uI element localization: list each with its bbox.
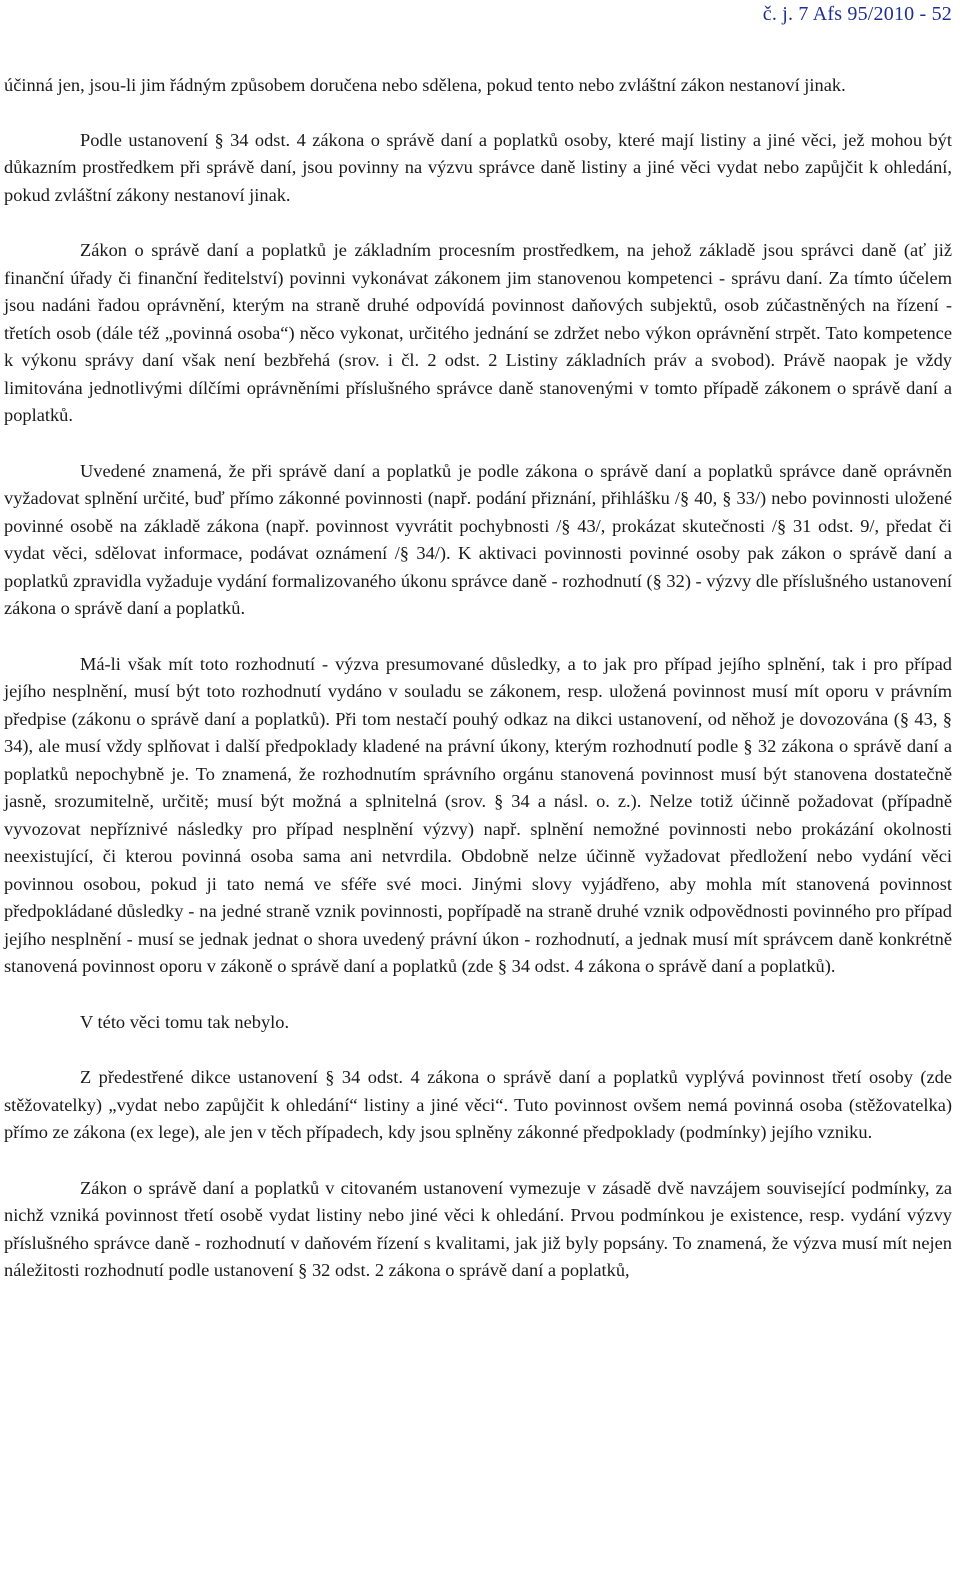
case-number: č. j. 7 Afs 95/2010 - 52 [762, 3, 952, 25]
paragraph-2: Podle ustanovení § 34 odst. 4 zákona o správě daní a poplatků osoby, které mají listiny a jiné věci, jež mohou být důkazním prostředkem při správě daní, jsou povinny na výzvu správce daně listiny a jiné věci vydat nebo zapůjčit k ohledání, pokud zvláštní zákony nestanoví jinak. [4, 129, 952, 205]
paragraph-5: Má-li však mít toto rozhodnutí - výzva presumované důsledky, a to jak pro případ jejího splnění, tak i pro případ jejího nesplnění, musí být toto rozhodnutí vydáno v souladu se zákonem, resp. uložená povinnost musí mít oporu v právním předpise (zákonu o správě daní a poplatků). Při tom nestačí pouhý odkaz na dikci ustanovení, od něhož je dovozována (§ 43, § 34), ale musí vždy splňovat i další předpoklady kladené na právní úkony, kterým rozhodnutí podle § 32 zákona o správě daní a poplatků nepochybně je. To znamená, že rozhodnutím správního orgánu stanovená povinnost musí být stanovena dostatečně jasně, srozumitelně, určitě; musí být možná a splnitelná (srov. § 34 a násl. o. z.). Nelze totiž účinně požadovat (případně vyvozovat nepříznivé následky pro případ nesplnění výzvy) např. splnění nemožné povinnosti nebo prokázání okolnosti neexistující, či kterou povinná osoba sama ani netvrdila. Obdobně nelze účinně vyžadovat předložení nebo vydání věci povinnou osobou, pokud ji tato nemá ve sféře své moci. Jinými slovy vyjádřeno, aby mohla mít stanovená povinnost předpokládané důsledky - na jedné straně vznik povinnosti, popřípadě na straně druhé vznik odpovědnosti povinného pro případ jejího nesplnění - musí se jednak jednat o shora uvedený právní úkon - rozhodnutí, a jednak musí mít správcem daně konkrétně stanovená povinnost oporu v zákoně o správě daní a poplatků (zde § 34 odst. 4 zákona o správě daní a poplatků). [4, 653, 952, 976]
paragraph-6: V této věci tomu tak nebylo. [80, 1011, 290, 1032]
paragraph-4: Uvedené znamená, že při správě daní a poplatků je podle zákona o správě daní a poplatků správce daně oprávněn vyžadovat splnění určité, buď přímo zákonné povinnosti (např. podání přiznání, přihlášku /§ 40, § 33/) nebo povinnosti uložené povinné osobě na základě zákona (např. povinnost vyvrátit pochybnosti /§ 43/, prokázat skutečnosti /§ 31 odst. 9/, předat či vydat věci, sdělovat informace, podávat oznámení /§ 34/). K aktivaci povinnosti povinné osoby pak zákon o správě daní a poplatků zpravidla vyžaduje vydání formalizovaného úkonu správce daně - rozhodnutí (§ 32) - výzvy dle příslušného ustanovení zákona o správě daní a poplatků. [4, 460, 952, 618]
paragraph-1: účinná jen, jsou-li jim řádným způsobem doručena nebo sdělena, pokud tento nebo zvláštní zákon nestanoví jinak. [4, 75, 846, 95]
document-body [4, 72, 952, 1313]
paragraph-7: Z předestřené dikce ustanovení § 34 odst. 4 zákona o správě daní a poplatků vyplývá povinnost třetí osoby (zde stěžovatelky) „vydat nebo zapůjčit k ohledání“ listiny a jiné věci“. Tuto povinnost ovšem nemá povinná osoba (stěžovatelka) přímo ze zákona (ex lege), ale jen v těch případech, kdy jsou splněny zákonné předpoklady (podmínky) jejího vzniku. [4, 1067, 952, 1142]
paragraph-3: Zákon o správě daní a poplatků je základním procesním prostředkem, na jehož základě jsou správci daně (ať již finanční úřady či finanční ředitelství) povinni vykonávat zákonem jim stanovenou kompetenci - správu daní. Za tímto účelem jsou nadáni řadou oprávnění, kterým na straně druhé odpovídá povinnost daňových subjektů, osob zúčastněných na řízení - třetích osob (dále též „povinná osoba“) něco vykonat, určitého jednání se zdržet nebo výkon oprávnění strpět. Tato kompetence k výkonu správy daní však není bezbřehá (srov. i čl. 2 odst. 2 Listiny základních práv a svobod). Právě naopak je vždy limitována jednotlivými dílčími oprávněními příslušného správce daně stanovenými v tomto případě zákonem o správě daní a poplatků. [4, 240, 952, 425]
paragraph-8: Zákon o správě daní a poplatků v citovaném ustanovení vymezuje v zásadě dvě navzájem související podmínky, za nichž vzniká povinnost třetí osobě vydat listiny nebo jiné věci k ohledání. Prvou podmínkou je existence, resp. vydání výzvy příslušného správce daně - rozhodnutí v daňovém řízení s kvalitami, jak již byly popsány. To znamená, že výzva musí mít nejen náležitosti rozhodnutí podle ustanovení § 32 odst. 2 zákona o správě daní a poplatků, [4, 1177, 952, 1280]
